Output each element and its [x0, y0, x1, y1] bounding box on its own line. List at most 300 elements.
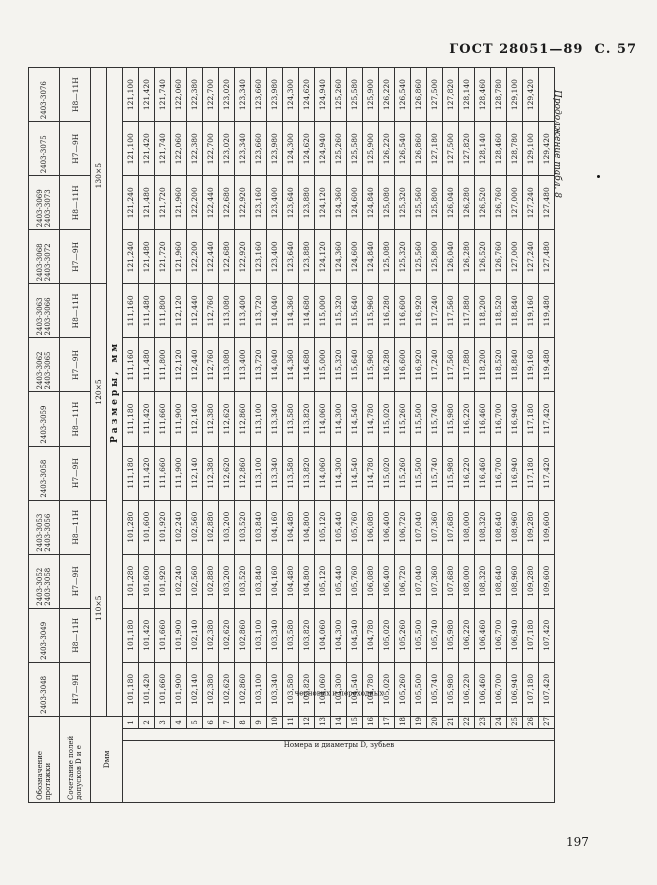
- tooth-number-cell: 11: [283, 716, 299, 728]
- diameter-cell: 104,160: [267, 500, 283, 554]
- diameter-cell: 101,660: [155, 608, 171, 662]
- diameter-cell: 122,380: [187, 68, 203, 122]
- tooth-number-cell: 13: [315, 716, 331, 728]
- diameter-cell: 123,160: [251, 176, 267, 230]
- diameter-cell: 102,380: [203, 608, 219, 662]
- diameter-cell: 121,420: [139, 68, 155, 122]
- fit-cell: H8—11H: [60, 392, 91, 446]
- diameter-cell: 127,820: [459, 122, 475, 176]
- table-row: [123, 68, 139, 803]
- diameter-cell: 115,740: [427, 446, 443, 500]
- diameter-cell: 102,140: [187, 608, 203, 662]
- diameter-cell: 113,100: [251, 392, 267, 446]
- side-label-cell: [123, 740, 555, 802]
- table-continuation-note: Продолжение табл. 8: [552, 90, 562, 198]
- table-row: [219, 68, 235, 803]
- diameter-cell: 105,980: [443, 662, 459, 716]
- diameter-cell: 123,660: [251, 122, 267, 176]
- diameter-cell: 113,080: [219, 338, 235, 392]
- diameter-cell: 118,840: [507, 284, 523, 338]
- diameter-cell: 125,900: [363, 68, 379, 122]
- diameter-cell: 116,220: [459, 392, 475, 446]
- diameter-cell: 127,180: [427, 122, 443, 176]
- diameter-cell: 102,880: [203, 554, 219, 608]
- diameter-cell: 123,400: [267, 230, 283, 284]
- diameter-cell: 101,900: [171, 608, 187, 662]
- diameter-cell: 105,120: [315, 500, 331, 554]
- diameter-cell: 125,560: [411, 230, 427, 284]
- diameter-cell: 114,300: [331, 446, 347, 500]
- diameter-cell: 127,240: [523, 176, 539, 230]
- diameter-cell: 108,960: [507, 554, 523, 608]
- diameter-cell: 129,100: [507, 68, 523, 122]
- tooth-number-cell: 14: [331, 716, 347, 728]
- tooth-number-cell: 17: [379, 716, 395, 728]
- diameter-cell: 125,080: [379, 230, 395, 284]
- diameter-cell: 108,320: [475, 554, 491, 608]
- table-row: [155, 68, 171, 803]
- diameter-cell: 126,280: [459, 230, 475, 284]
- diameter-cell: 121,740: [155, 122, 171, 176]
- diameter-cell: 128,780: [491, 68, 507, 122]
- diameter-cell: 125,320: [395, 230, 411, 284]
- diameter-cell: 116,920: [411, 338, 427, 392]
- tooth-number-cell: 23: [475, 716, 491, 728]
- diameter-cell: 127,500: [427, 68, 443, 122]
- diameter-cell: 108,320: [475, 500, 491, 554]
- fit-cell: H7—9H: [60, 446, 91, 500]
- diameter-cell: 114,780: [363, 446, 379, 500]
- table-row: [475, 68, 491, 803]
- table-row: [491, 68, 507, 803]
- diameter-cell: 117,240: [427, 338, 443, 392]
- table-row: [459, 68, 475, 803]
- diameter-cell: 102,860: [235, 662, 251, 716]
- diameter-cell: 125,900: [363, 122, 379, 176]
- table-row: [251, 68, 267, 803]
- diameter-cell: 105,020: [379, 662, 395, 716]
- diameter-cell: 106,940: [507, 662, 523, 716]
- rotated-table-wrapper: [28, 67, 551, 803]
- diameter-cell: 124,300: [283, 68, 299, 122]
- diameter-cell: 111,480: [139, 284, 155, 338]
- diameter-cell: 125,580: [347, 122, 363, 176]
- diameter-cell: 116,700: [491, 392, 507, 446]
- diameter-cell: 127,240: [523, 230, 539, 284]
- diameter-cell: 104,540: [347, 662, 363, 716]
- diameter-cell: 101,420: [139, 662, 155, 716]
- page-number: 197: [566, 835, 589, 849]
- diameter-cell: 104,160: [267, 554, 283, 608]
- diameter-cell: 108,640: [491, 500, 507, 554]
- diameter-cell: 103,580: [283, 608, 299, 662]
- diameter-cell: 125,580: [347, 68, 363, 122]
- diameter-cell: 105,440: [331, 554, 347, 608]
- diameter-cell: 103,200: [219, 554, 235, 608]
- fit-cell: H8—11H: [60, 500, 91, 554]
- diameter-cell: 111,800: [155, 284, 171, 338]
- diameter-cell: 117,420: [539, 446, 555, 500]
- diameter-cell: 113,720: [251, 338, 267, 392]
- diameter-cell: 102,240: [171, 554, 187, 608]
- diameter-cell: 104,060: [315, 662, 331, 716]
- diameter-cell: 122,920: [235, 176, 251, 230]
- tooth-number-cell: 25: [507, 716, 523, 728]
- table-row: [443, 68, 459, 803]
- size-group-cell: 120×5: [91, 284, 107, 500]
- diameter-cell: 101,920: [155, 500, 171, 554]
- diameter-cell: 127,000: [507, 176, 523, 230]
- fit-label: Сочетание полей допусков D и e: [60, 716, 91, 802]
- diameter-cell: 115,640: [347, 338, 363, 392]
- diameter-cell: 113,340: [267, 446, 283, 500]
- diameter-cell: 126,220: [379, 122, 395, 176]
- diameter-cell: 103,340: [267, 608, 283, 662]
- tooth-number-cell: 19: [411, 716, 427, 728]
- diameter-cell: 115,500: [411, 446, 427, 500]
- diameter-cell: 103,100: [251, 608, 267, 662]
- tooth-number-cell: 12: [299, 716, 315, 728]
- diameter-cell: 102,140: [187, 662, 203, 716]
- diameter-cell: 102,620: [219, 608, 235, 662]
- table-row: [411, 68, 427, 803]
- diameter-cell: 109,600: [539, 500, 555, 554]
- diameter-cell: 107,180: [523, 662, 539, 716]
- tooth-number-cell: 1: [123, 716, 139, 728]
- diameter-cell: 128,780: [507, 122, 523, 176]
- diameter-cell: 116,460: [475, 446, 491, 500]
- diameter-cell: 126,280: [459, 176, 475, 230]
- diameter-cell: 114,360: [283, 284, 299, 338]
- diameter-cell: 116,940: [507, 446, 523, 500]
- tooth-number-cell: 6: [203, 716, 219, 728]
- diameter-cell: 111,660: [155, 446, 171, 500]
- diameter-cell: 127,820: [443, 68, 459, 122]
- designation-cell: 2403-3068 2403-3072: [29, 230, 60, 284]
- diameter-cell: 115,000: [315, 284, 331, 338]
- diameter-cell: 128,140: [475, 122, 491, 176]
- diameter-cell: 102,240: [171, 500, 187, 554]
- diameter-cell: 113,080: [219, 284, 235, 338]
- diameter-cell: 123,640: [283, 176, 299, 230]
- tooth-number-cell: 20: [427, 716, 443, 728]
- diameter-cell: 127,480: [539, 176, 555, 230]
- diameter-cell: 124,360: [331, 176, 347, 230]
- diameter-cell: 122,380: [187, 122, 203, 176]
- diameter-cell: 123,400: [267, 176, 283, 230]
- diameter-cell: 103,580: [283, 662, 299, 716]
- diameter-cell: 121,420: [139, 122, 155, 176]
- diameter-cell: 101,180: [123, 662, 139, 716]
- diameter-cell: 123,640: [283, 230, 299, 284]
- diameter-cell: 112,120: [171, 284, 187, 338]
- diameter-cell: 126,040: [443, 176, 459, 230]
- diameter-cell: 103,520: [235, 554, 251, 608]
- diameter-cell: 114,300: [331, 392, 347, 446]
- diameter-cell: 126,860: [411, 122, 427, 176]
- diameter-cell: 106,700: [491, 608, 507, 662]
- diameter-cell: 118,200: [475, 338, 491, 392]
- diameter-cell: 111,800: [155, 338, 171, 392]
- page-header: [449, 42, 637, 57]
- diameter-cell: 122,440: [203, 176, 219, 230]
- diameter-cell: 115,980: [443, 446, 459, 500]
- diameter-cell: 123,340: [235, 68, 251, 122]
- diameter-cell: 107,180: [523, 608, 539, 662]
- tooth-number-cell: 4: [171, 716, 187, 728]
- fit-cell: H7—9H: [60, 230, 91, 284]
- diameter-cell: 104,780: [363, 608, 379, 662]
- dmm-label: Dмм: [91, 716, 123, 802]
- ink-dot: [597, 175, 600, 178]
- table-row: [507, 68, 523, 803]
- diameter-cell: 121,480: [139, 176, 155, 230]
- diameter-cell: 115,260: [395, 392, 411, 446]
- diameter-cell: 122,440: [203, 230, 219, 284]
- diameter-cell: 104,300: [331, 662, 347, 716]
- diameter-cell: 105,500: [411, 608, 427, 662]
- diameter-cell: 105,500: [411, 662, 427, 716]
- diameter-cell: 117,880: [459, 284, 475, 338]
- diameter-cell: 112,380: [203, 446, 219, 500]
- diameter-cell: 112,760: [203, 338, 219, 392]
- diameter-cell: 111,900: [171, 392, 187, 446]
- diameter-cell: 112,140: [187, 446, 203, 500]
- tooth-number-cell: 5: [187, 716, 203, 728]
- diameter-cell: 107,420: [539, 608, 555, 662]
- diameter-cell: 123,020: [219, 122, 235, 176]
- fit-cell: H8—11H: [60, 284, 91, 338]
- diameter-cell: 111,180: [123, 446, 139, 500]
- diameter-cell: 117,420: [539, 392, 555, 446]
- diameter-cell: 125,260: [331, 122, 347, 176]
- diameter-cell: 104,800: [299, 554, 315, 608]
- diameter-cell: 124,300: [283, 122, 299, 176]
- diameter-cell: 102,620: [219, 662, 235, 716]
- diameter-cell: 123,880: [299, 176, 315, 230]
- diameter-cell: 113,720: [251, 284, 267, 338]
- diameter-cell: 111,180: [123, 392, 139, 446]
- diameter-cell: 111,160: [123, 338, 139, 392]
- diameter-cell: 106,700: [491, 662, 507, 716]
- diameter-cell: 126,040: [443, 230, 459, 284]
- diameter-cell: 126,760: [491, 176, 507, 230]
- diameter-cell: 113,820: [299, 392, 315, 446]
- diameter-cell: 128,460: [475, 68, 491, 122]
- diameter-cell: 115,980: [443, 392, 459, 446]
- diameter-cell: 113,400: [235, 338, 251, 392]
- tooth-number-cell: 16: [363, 716, 379, 728]
- diameter-cell: 123,880: [299, 230, 315, 284]
- diameter-cell: 101,180: [123, 608, 139, 662]
- diameter-cell: 118,520: [491, 284, 507, 338]
- diameter-cell: 115,500: [411, 392, 427, 446]
- diameter-cell: 126,520: [475, 230, 491, 284]
- diameter-cell: 122,200: [187, 230, 203, 284]
- side-label-text: Номера и диаметры D, зубьев: [283, 740, 394, 749]
- diameter-cell: 119,160: [523, 338, 539, 392]
- diameter-cell: 126,540: [395, 68, 411, 122]
- diameter-cell: 104,480: [283, 500, 299, 554]
- size-group-cell: 110×5: [91, 500, 107, 716]
- diameter-cell: 126,220: [379, 68, 395, 122]
- diameter-cell: 107,040: [411, 500, 427, 554]
- diameter-cell: 115,020: [379, 446, 395, 500]
- diameter-cell: 128,460: [491, 122, 507, 176]
- diameter-cell: 113,820: [299, 446, 315, 500]
- fit-cell: H7—9H: [60, 338, 91, 392]
- diameter-cell: 118,520: [491, 338, 507, 392]
- fit-cell: H7—9H: [60, 554, 91, 608]
- diameter-cell: 105,740: [427, 662, 443, 716]
- diameter-cell: 121,100: [123, 122, 139, 176]
- diameter-cell: 101,660: [155, 662, 171, 716]
- designation-cell: 2403-3049: [29, 608, 60, 662]
- diameter-cell: 105,760: [347, 500, 363, 554]
- diameter-cell: 126,520: [475, 176, 491, 230]
- diameter-cell: 127,500: [443, 122, 459, 176]
- diameter-cell: 112,860: [235, 392, 251, 446]
- sizes-title: Размеры, мм: [107, 68, 123, 717]
- diameter-cell: 114,060: [315, 446, 331, 500]
- diameter-cell: 115,960: [363, 284, 379, 338]
- diameter-cell: 106,720: [395, 500, 411, 554]
- diameter-cell: 112,760: [203, 284, 219, 338]
- fit-cell: H7—9H: [60, 662, 91, 716]
- diameter-cell: 121,720: [155, 230, 171, 284]
- diameter-cell: 113,400: [235, 284, 251, 338]
- fit-cell: H7—9H: [60, 122, 91, 176]
- diameter-cell: 111,420: [139, 446, 155, 500]
- diameter-cell: 103,200: [219, 500, 235, 554]
- diameter-cell: 112,620: [219, 446, 235, 500]
- designation-cell: 2403-3048: [29, 662, 60, 716]
- side-label-text-2: черновых и переходных: [294, 689, 383, 698]
- diameter-cell: 124,600: [347, 176, 363, 230]
- diameter-cell: 109,600: [539, 554, 555, 608]
- diameter-cell: 118,200: [475, 284, 491, 338]
- fit-cell: H8—11H: [60, 608, 91, 662]
- diameter-cell: 121,240: [123, 176, 139, 230]
- diameter-cell: 113,100: [251, 446, 267, 500]
- diameter-cell: 124,360: [331, 230, 347, 284]
- diameter-cell: 127,000: [507, 230, 523, 284]
- tooth-number-cell: 9: [251, 716, 267, 728]
- diameter-cell: 111,160: [123, 284, 139, 338]
- diameter-cell: 119,480: [539, 284, 555, 338]
- diameter-cell: 116,600: [395, 338, 411, 392]
- diameter-cell: 108,640: [491, 554, 507, 608]
- fit-cell: H8—11H: [60, 176, 91, 230]
- diameter-cell: 114,060: [315, 392, 331, 446]
- designation-cell: 2403-3063 2403-3066: [29, 284, 60, 338]
- diameter-cell: 116,460: [475, 392, 491, 446]
- designation-cell: 2403-3076: [29, 68, 60, 122]
- tooth-number-cell: 18: [395, 716, 411, 728]
- diameter-cell: 121,740: [155, 68, 171, 122]
- diameter-cell: 115,960: [363, 338, 379, 392]
- diameter-cell: 113,580: [283, 446, 299, 500]
- diameter-cell: 101,900: [171, 662, 187, 716]
- diameter-cell: 104,800: [299, 500, 315, 554]
- diameter-cell: 102,560: [187, 554, 203, 608]
- header-row-groups: [91, 68, 107, 803]
- diameter-cell: 105,760: [347, 554, 363, 608]
- diameter-cell: 116,940: [507, 392, 523, 446]
- diameter-cell: 112,860: [235, 446, 251, 500]
- diameter-cell: 125,260: [331, 68, 347, 122]
- diameter-cell: 103,520: [235, 500, 251, 554]
- table-row: [139, 68, 155, 803]
- diameter-cell: 111,420: [139, 392, 155, 446]
- diameter-cell: 106,400: [379, 554, 395, 608]
- diameter-cell: 101,600: [139, 500, 155, 554]
- diameter-cell: 106,080: [363, 554, 379, 608]
- diameter-cell: 111,660: [155, 392, 171, 446]
- header-row-sizes: [107, 68, 123, 803]
- tooth-number-cell: 7: [219, 716, 235, 728]
- diameter-cell: 107,680: [443, 500, 459, 554]
- diameter-cell: 101,920: [155, 554, 171, 608]
- tooth-number-cell: 27: [539, 716, 555, 728]
- diameter-cell: 102,860: [235, 608, 251, 662]
- diameter-cell: 109,280: [523, 554, 539, 608]
- diameter-cell: 123,660: [251, 68, 267, 122]
- diameter-cell: 102,560: [187, 500, 203, 554]
- table-row: [523, 68, 539, 803]
- diameter-cell: 114,540: [347, 446, 363, 500]
- diameter-cell: 103,340: [267, 662, 283, 716]
- diameter-cell: 122,680: [219, 230, 235, 284]
- diameter-cell: 101,280: [123, 500, 139, 554]
- tooth-number-cell: 26: [523, 716, 539, 728]
- diameter-cell: 112,440: [187, 284, 203, 338]
- diameter-cell: 121,960: [171, 230, 187, 284]
- table-row: [427, 68, 443, 803]
- diameter-cell: 116,700: [491, 446, 507, 500]
- diameter-cell: 107,360: [427, 500, 443, 554]
- diameter-cell: 104,480: [283, 554, 299, 608]
- table-row: [203, 68, 219, 803]
- diameter-cell: 106,220: [459, 662, 475, 716]
- diameter-cell: 101,280: [123, 554, 139, 608]
- diameter-cell: 122,200: [187, 176, 203, 230]
- diameter-cell: 125,800: [427, 230, 443, 284]
- diameter-cell: 122,700: [203, 68, 219, 122]
- tooth-number-cell: 8: [235, 716, 251, 728]
- diameter-cell: 102,380: [203, 662, 219, 716]
- diameter-cell: 117,560: [443, 338, 459, 392]
- diameter-cell: 115,320: [331, 338, 347, 392]
- header-row-designation: [29, 68, 60, 803]
- diameter-cell: 101,420: [139, 608, 155, 662]
- diameter-cell: 115,020: [379, 392, 395, 446]
- table-row: [267, 68, 283, 803]
- diameter-cell: 114,680: [299, 284, 315, 338]
- diameter-cell: 129,420: [539, 122, 555, 176]
- designation-label: Обозначение протяжки: [29, 716, 60, 802]
- diameter-cell: 107,040: [411, 554, 427, 608]
- diameter-cell: 106,220: [459, 608, 475, 662]
- diameter-cell: 129,420: [523, 68, 539, 122]
- diameter-cell: 102,880: [203, 500, 219, 554]
- diameter-cell: 117,880: [459, 338, 475, 392]
- diameter-cell: 104,540: [347, 608, 363, 662]
- diameter-cell: 123,160: [251, 230, 267, 284]
- diameter-cell: 125,560: [411, 176, 427, 230]
- diameter-cell: 107,680: [443, 554, 459, 608]
- diameter-cell: 114,040: [267, 284, 283, 338]
